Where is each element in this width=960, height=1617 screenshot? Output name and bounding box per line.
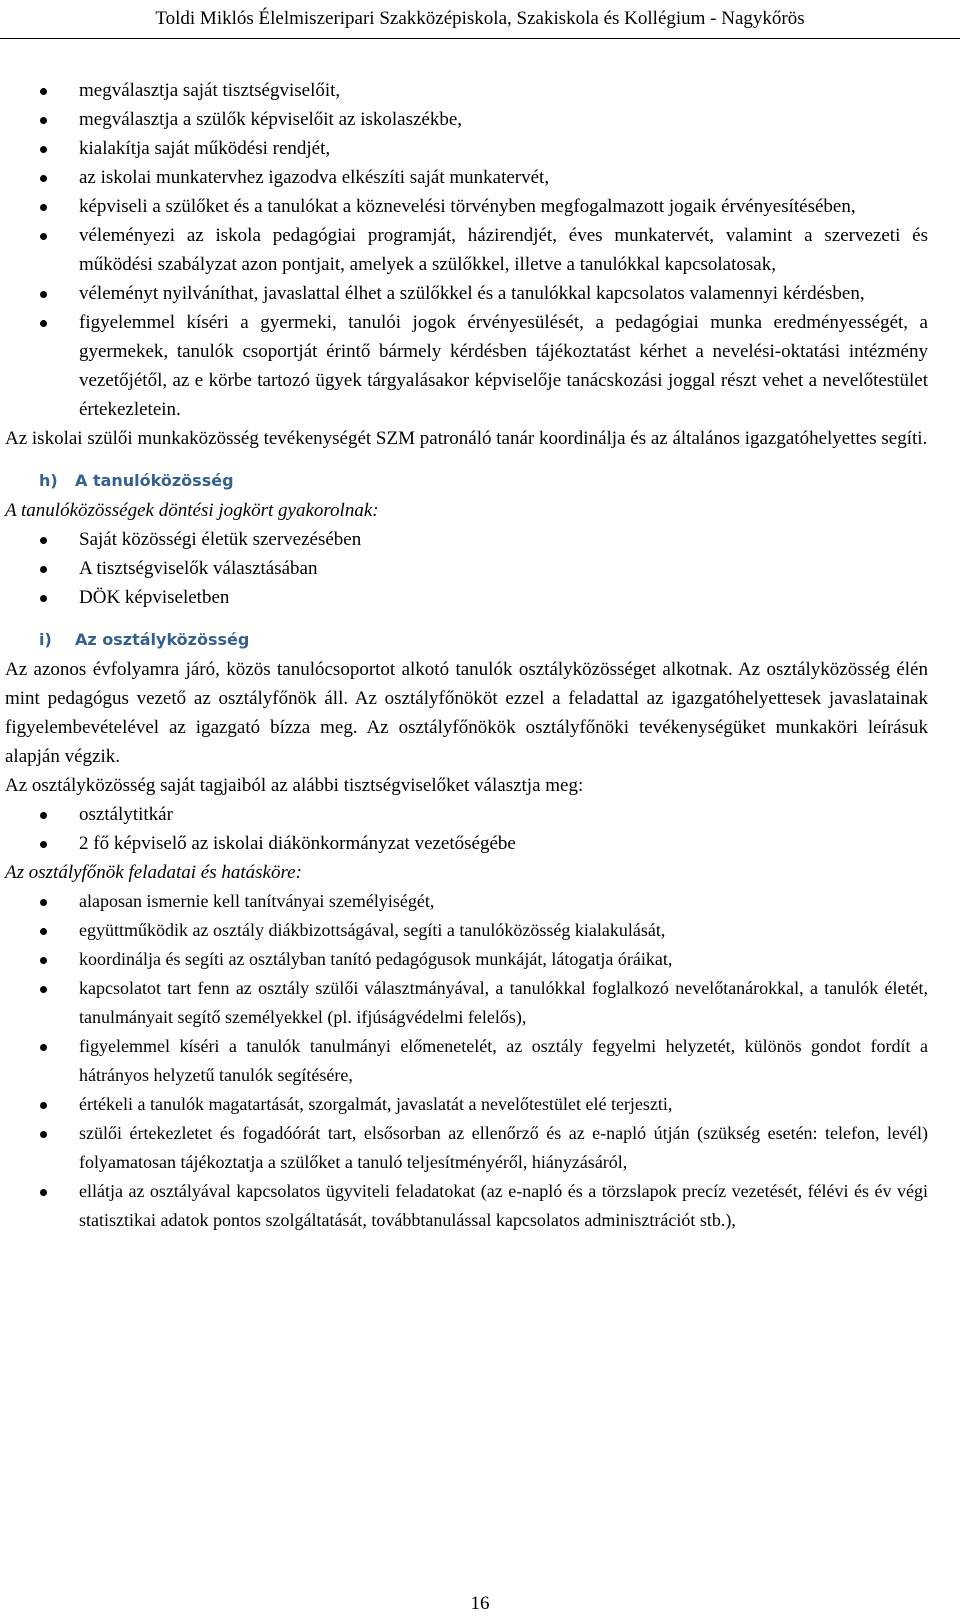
paragraph: Az osztályközösség saját tagjaiból az alábbi tisztségviselőket választja meg:: [5, 775, 584, 796]
section-title: A tanulóközösség: [75, 471, 234, 490]
page-header: Toldi Miklós Élelmiszeripari Szakközépiskola, Szakiskola és Kollégium - Nagykőrös: [0, 0, 960, 39]
list-item: figyelemmel kíséri a tanulók tanulmányi előmenetelét, az osztály fegyelmi helyzetét, különös gondot fordít a hátrányos helyzetű tanulók segítésére,: [5, 1032, 928, 1090]
list-item: véleményezi az iskola pedagógiai programját, házirendjét, éves munkatervét, valamint a szervezeti és működési szabályzat azon pontjait, amelyek a szülőkkel, illetve a tanulókkal kapcsolatosak,: [5, 221, 928, 279]
list-item: DÖK képviseletben: [5, 583, 928, 612]
list-item: szülői értekezletet és fogadóórát tart, elsősorban az ellenőrző és az e-napló útján (szükség esetén: telefon, levél) folyamatosan tájékoztatja a szülőket a tanuló teljesítményéről, hiányzásáról,: [5, 1119, 928, 1177]
list-item: 2 fő képviselő az iskolai diákönkormányzat vezetőségébe: [5, 829, 928, 858]
section-number: h): [39, 471, 58, 490]
section-number: i): [39, 630, 52, 649]
student-community-list: [5, 525, 928, 612]
paragraph: Az azonos évfolyamra járó, közös tanulócsoportot alkotó tanulók osztályközösséget alkotnak. Az osztályközösség élén mint pedagógus vezető az osztályfőnök áll. Az osztályfőnököt ezzel a feladattal az igazgatóhelyettesek javaslatainak figyelembevételével az igazgató bízza meg. Az osztályfőnökök osztályfőnöki tevékenységüket munkaköri leírásuk alapján végzik.: [5, 659, 928, 767]
list-item: A tisztségviselők választásában: [5, 554, 928, 583]
list-item: véleményt nyilváníthat, javaslattal élhet a szülőkkel és a tanulókkal kapcsolatos valamennyi kérdésben,: [5, 279, 928, 308]
list-item: ellátja az osztályával kapcsolatos ügyviteli feladatokat (az e-napló és a törzslapok precíz vezetését, félévi és év végi statisztikai adatok pontos szolgáltatását, továbbtanulással kapcsolatos adminisztrációt stb.),: [5, 1177, 928, 1235]
page-content: [5, 76, 928, 1235]
page-number: 16: [470, 1593, 490, 1614]
parent-committee-rights-list: [5, 76, 928, 424]
list-item: értékeli a tanulók magatartását, szorgalmát, javaslatát a nevelőtestület elé terjeszti,: [5, 1090, 928, 1119]
section-heading-h: [39, 467, 928, 494]
officers-list: [5, 800, 928, 858]
duties-intro: Az osztályfőnök feladatai és hatásköre:: [5, 862, 302, 883]
duties-list: [5, 887, 928, 1235]
list-item: együttműködik az osztály diákbizottságával, segíti a tanulóközösség kialakulását,: [5, 916, 928, 945]
paragraph: Az iskolai szülői munkaközösség tevékenységét SZM patronáló tanár koordinálja és az általános igazgatóhelyettes segíti.: [5, 428, 928, 449]
list-item: Saját közösségi életük szervezésében: [5, 525, 928, 554]
list-item: megválasztja saját tisztségviselőit,: [5, 76, 928, 105]
list-item: koordinálja és segíti az osztályban tanító pedagógusok munkáját, látogatja óráikat,: [5, 945, 928, 974]
list-item: alaposan ismernie kell tanítványai személyiségét,: [5, 887, 928, 916]
section-title: Az osztályközösség: [75, 630, 250, 649]
list-item: kialakítja saját működési rendjét,: [5, 134, 928, 163]
list-item: képviseli a szülőket és a tanulókat a köznevelési törvényben megfogalmazott jogaik érvényesítésében,: [5, 192, 928, 221]
list-item: az iskolai munkatervhez igazodva elkészíti saját munkatervét,: [5, 163, 928, 192]
section-intro: A tanulóközösségek döntési jogkört gyakorolnak:: [5, 500, 379, 521]
list-item: osztálytitkár: [5, 800, 928, 829]
list-item: megválasztja a szülők képviselőit az iskolaszékbe,: [5, 105, 928, 134]
list-item: kapcsolatot tart fenn az osztály szülői választmányával, a tanulókkal foglalkozó nevelőtanárokkal, a tanulók életét, tanulmányait segítő személyekkel (pl. ifjúságvédelmi felelős),: [5, 974, 928, 1032]
section-heading-i: [39, 626, 928, 653]
list-item: figyelemmel kíséri a gyermeki, tanulói jogok érvényesülését, a pedagógiai munka eredményességét, a gyermekek, tanulók csoportját érintő bármely kérdésben tájékoztatást kérhet a nevelési-oktatási intézmény vezetőjétől, az e körbe tartozó ügyek tárgyalásakor képviselője tanácskozási joggal részt vehet a nevelőtestület értekezletein.: [5, 308, 928, 424]
